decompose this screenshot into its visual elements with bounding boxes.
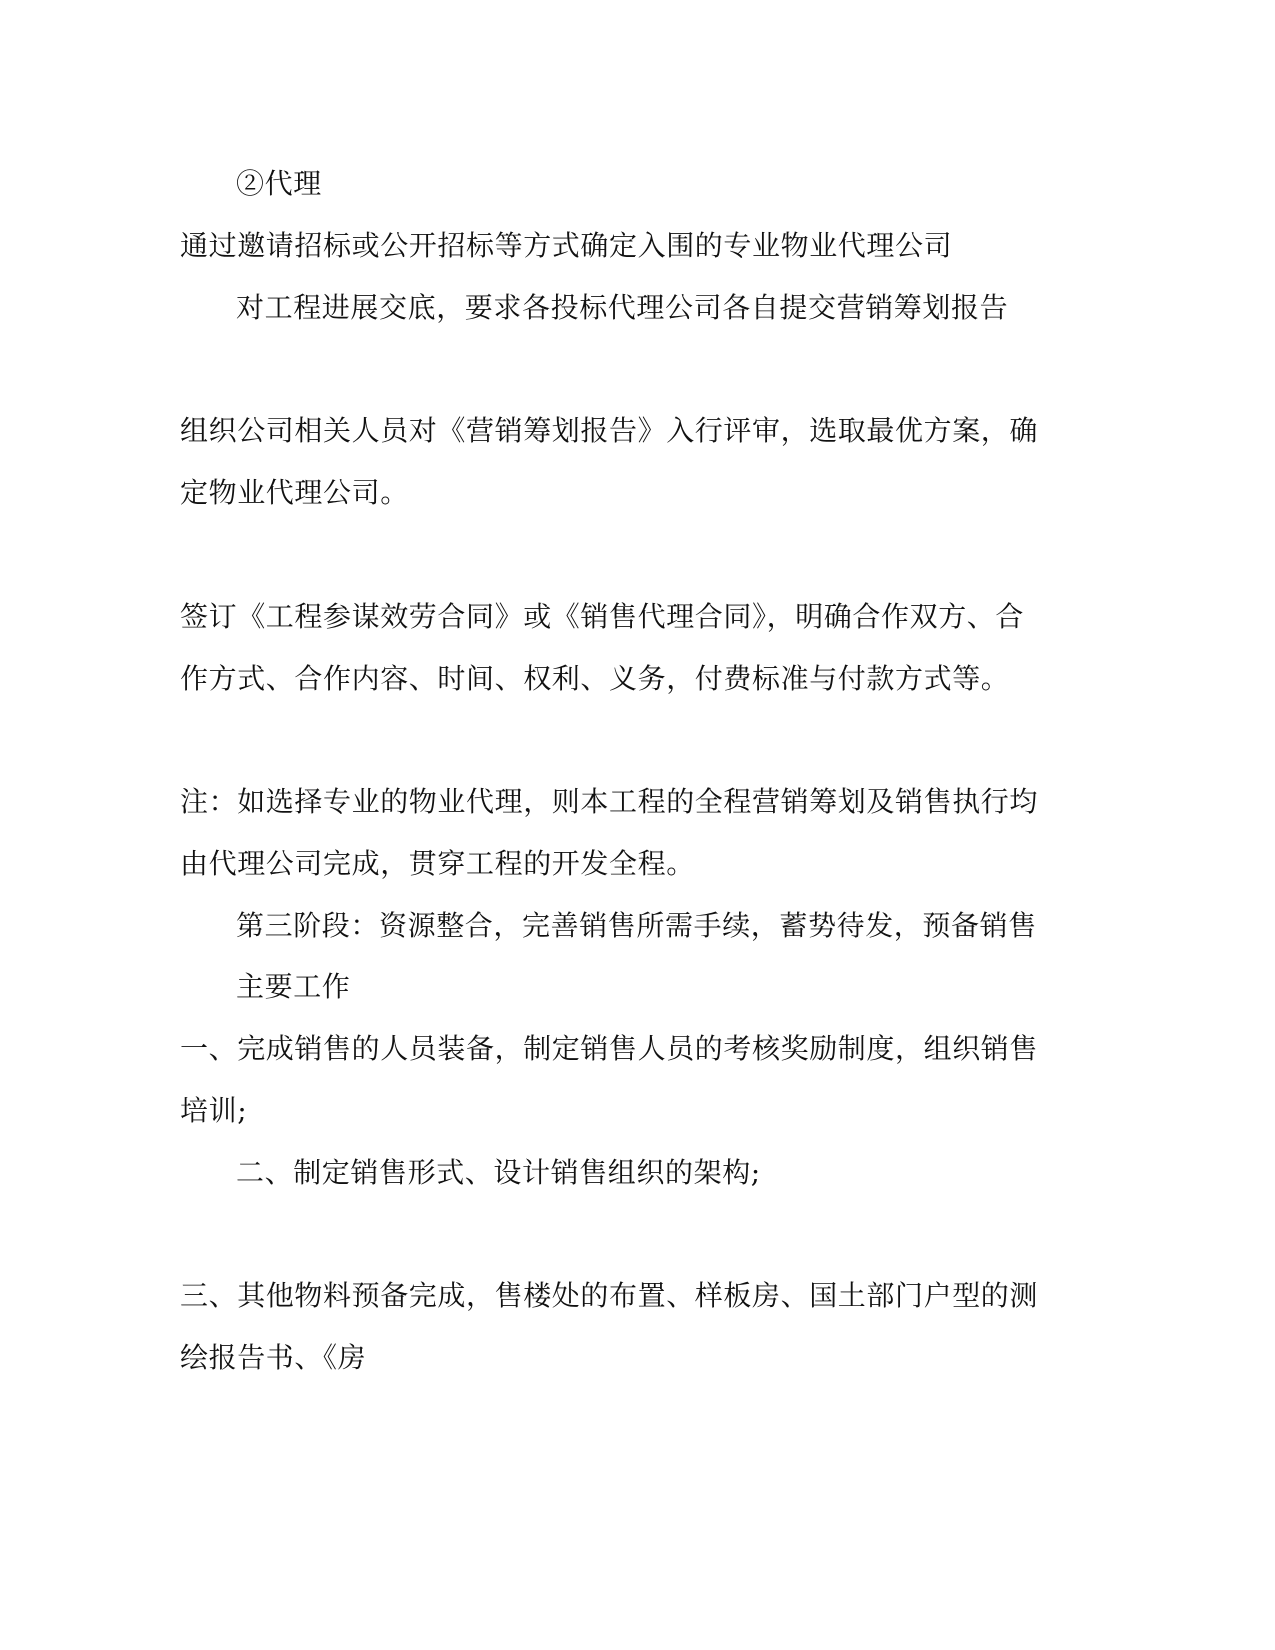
list-item-line: 绘报告书、《房 — [180, 1341, 367, 1374]
subheading-agency: ②代理 — [236, 167, 322, 200]
paragraph-line: 定物业代理公司。 — [180, 476, 409, 509]
section-subheading-main-work: 主要工作 — [236, 970, 351, 1003]
note-line: 注：如选择专业的物业代理，则本工程的全程营销筹划及销售执行均 — [180, 785, 1039, 818]
list-item-line: 一、完成销售的人员装备，制定销售人员的考核奖励制度，组织销售 — [180, 1032, 1039, 1065]
paragraph-line: 作方式、合作内容、时间、权利、义务，付费标准与付款方式等。 — [180, 662, 1010, 695]
list-item-line: 三、其他物料预备完成，售楼处的布置、样板房、国土部门户型的测 — [180, 1279, 1039, 1312]
paragraph-line: 签订《工程参谋效劳合同》或《销售代理合同》，明确合作双方、合 — [180, 600, 1025, 633]
section-heading-phase-three: 第三阶段：资源整合，完善销售所需手续，蓄势待发，预备销售 — [236, 909, 1037, 942]
list-item-line: 培训; — [180, 1094, 248, 1127]
paragraph-line: 通过邀请招标或公开招标等方式确定入围的专业物业代理公司 — [180, 229, 953, 262]
note-line: 由代理公司完成，贯穿工程的开发全程。 — [180, 847, 695, 880]
paragraph-line: 组织公司相关人员对《营销筹划报告》入行评审，选取最优方案，确 — [180, 414, 1039, 447]
list-item-line: 二、制定销售形式、设计销售组织的架构; — [236, 1156, 761, 1189]
paragraph-line: 对工程进展交底，要求各投标代理公司各自提交营销筹划报告 — [236, 291, 1009, 324]
